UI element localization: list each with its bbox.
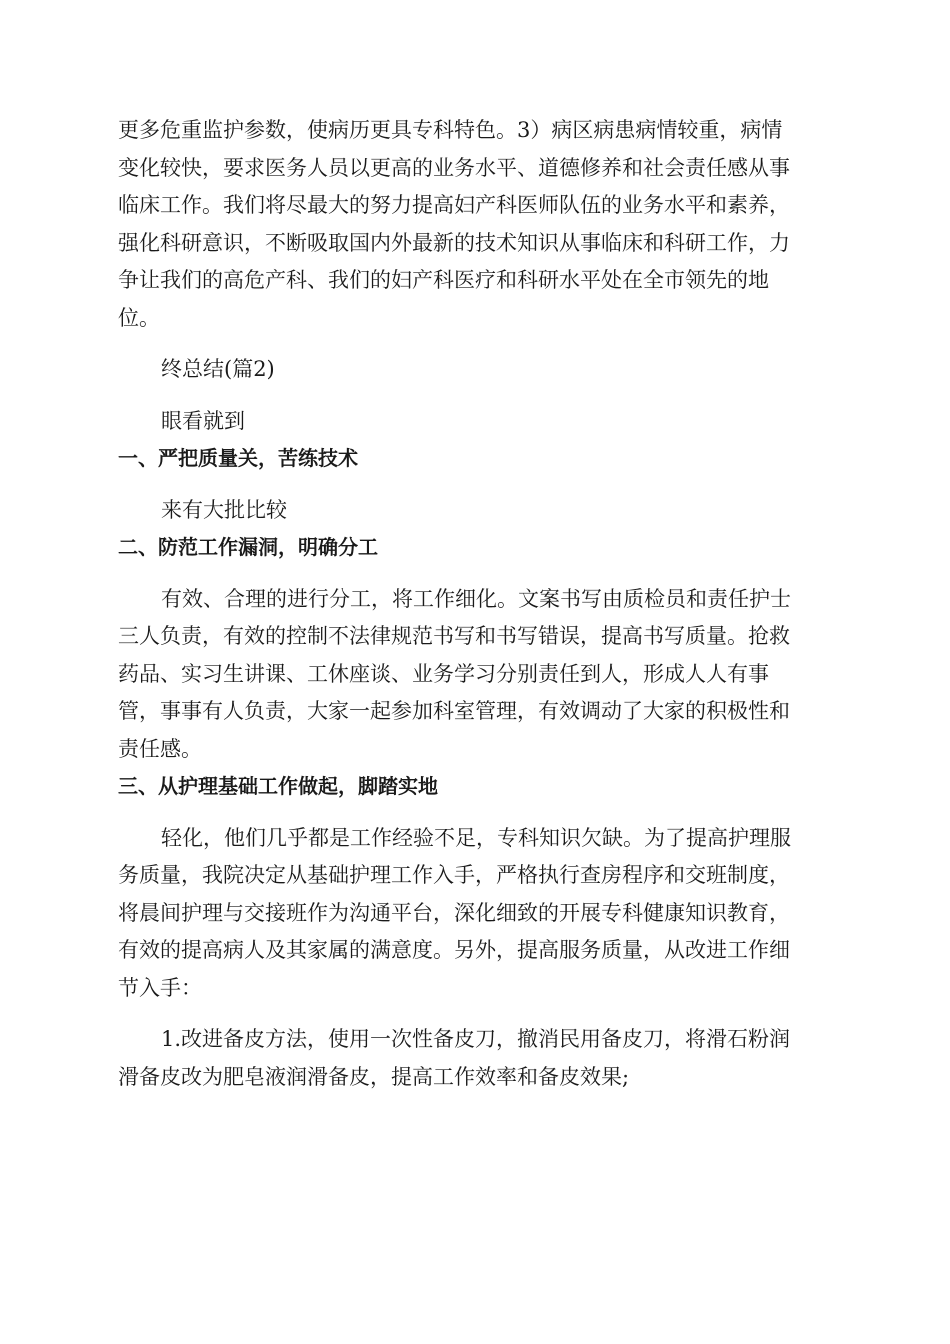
text-line: 滑备皮改为肥皂液润滑备皮，提高工作效率和备皮效果;: [118, 1064, 630, 1089]
text-line: 三人负责，有效的控制不法律规范书写和书写错误，提高书写质量。抢救: [118, 624, 790, 648]
text-line: 务质量，我院决定从基础护理工作入手，严格执行查房程序和交班制度，: [118, 863, 790, 887]
text-line: 争让我们的高危产科、我们的妇产科医疗和科研水平处在全市领先的地: [118, 268, 769, 292]
text-line: 强化科研意识，不断吸取国内外最新的技术知识从事临床和科研工作，力: [118, 230, 790, 255]
text-line: 更多危重监护参数，使病历更具专科特色。3）病区病患病情较重，病情: [118, 118, 783, 142]
text-line: 变化较快，要求医务人员以更高的业务水平、道德修养和社会责任感从事: [118, 155, 790, 180]
heading-3: 三、从护理基础工作做起，脚踏实地: [118, 774, 438, 798]
paragraph-1: [118, 112, 834, 337]
paragraph-4: [118, 820, 834, 1008]
paragraph-5: [118, 1021, 834, 1096]
document-page: [118, 112, 834, 1096]
text-line: 有效的提高病人及其家属的满意度。另外，提高服务质量，从改进工作细: [118, 938, 790, 962]
text-line: 1.改进备皮方法，使用一次性备皮刀，撤消民用备皮刀，将滑石粉润: [161, 1027, 791, 1051]
text-line: 位。: [118, 305, 160, 330]
paragraph-2: 来有大批比较: [161, 497, 287, 522]
text-line: 将晨间护理与交接班作为沟通平台，深化细致的开展专科健康知识教育，: [118, 900, 790, 925]
text-line: 节入手：: [118, 975, 202, 1000]
text-line: 管，事事有人负责，大家一起参加科室管理，有效调动了大家的积极性和: [118, 699, 790, 723]
text-line: 轻化，他们几乎都是工作经验不足，专科知识欠缺。为了提高护理服: [161, 825, 791, 850]
paragraph-3: [118, 581, 834, 769]
text-line: 责任感。: [118, 736, 202, 761]
section-title-part-2: 终总结(篇2): [161, 357, 275, 381]
paragraph-intro: 眼看就到: [161, 408, 245, 433]
text-line: 有效、合理的进行分工，将工作细化。文案书写由质检员和责任护士: [161, 586, 791, 611]
heading-2: 二、防范工作漏洞，明确分工: [118, 535, 378, 559]
text-line: 药品、实习生讲课、工休座谈、业务学习分别责任到人，形成人人有事: [118, 661, 769, 686]
heading-1: 一、严把质量关，苦练技术: [118, 446, 358, 470]
text-line: 临床工作。我们将尽最大的努力提高妇产科医师队伍的业务水平和素养，: [118, 193, 790, 217]
